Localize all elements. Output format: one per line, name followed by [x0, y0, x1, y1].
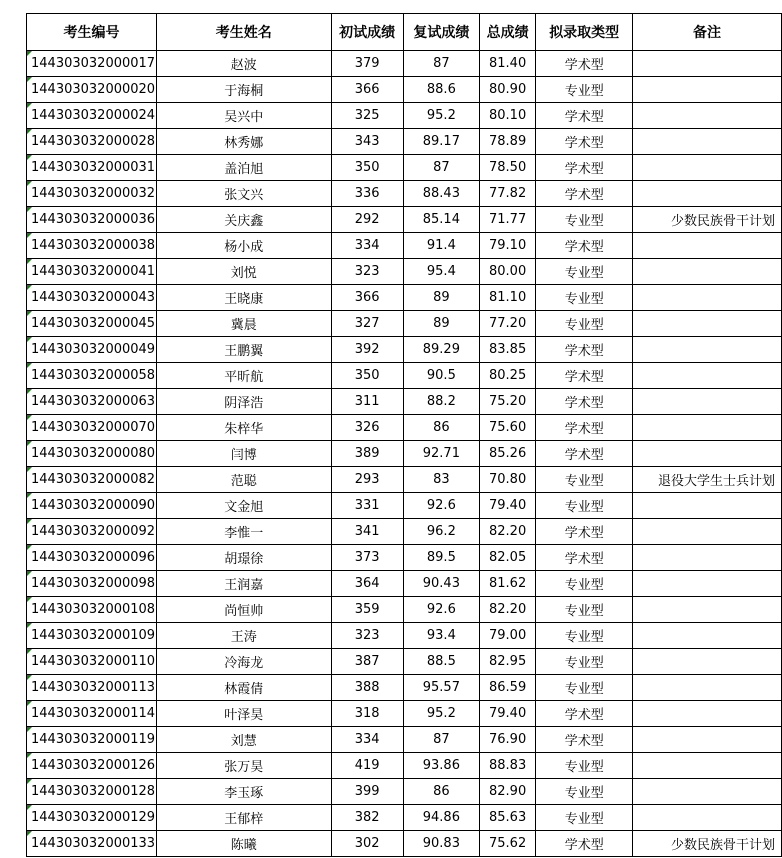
admission-type-cell: 学术型 [536, 363, 633, 389]
admission-type-cell: 专业型 [536, 285, 633, 311]
initial-score-cell: 366 [331, 285, 403, 311]
retest-score-cell: 89.5 [403, 545, 479, 571]
remarks-cell [633, 805, 782, 831]
candidate-name-cell: 叶泽昊 [156, 701, 331, 727]
admission-type-cell: 专业型 [536, 649, 633, 675]
header-retest-score: 复试成绩 [403, 14, 479, 51]
header-total-score: 总成绩 [479, 14, 535, 51]
total-score-cell: 78.89 [479, 129, 535, 155]
remarks-cell: 退役大学生士兵计划 [633, 467, 782, 493]
candidate-name-cell: 尚恒帅 [156, 597, 331, 623]
table-row [27, 337, 782, 363]
initial-score-cell: 379 [331, 51, 403, 77]
total-score-cell: 76.90 [479, 727, 535, 753]
table-row [27, 233, 782, 259]
remarks-cell [633, 337, 782, 363]
retest-score-cell: 88.2 [403, 389, 479, 415]
candidate-id-cell: 144303032000045 [27, 311, 157, 337]
candidate-id-cell: 144303032000109 [27, 623, 157, 649]
candidate-id-cell: 144303032000028 [27, 129, 157, 155]
admission-type-cell: 学术型 [536, 519, 633, 545]
admission-type-cell: 专业型 [536, 805, 633, 831]
table-row [27, 415, 782, 441]
remarks-cell: 少数民族骨干计划 [633, 207, 782, 233]
admission-type-cell: 专业型 [536, 753, 633, 779]
total-score-cell: 82.20 [479, 597, 535, 623]
remarks-cell [633, 181, 782, 207]
remarks-cell [633, 727, 782, 753]
table-row [27, 259, 782, 285]
retest-score-cell: 92.71 [403, 441, 479, 467]
retest-score-cell: 88.5 [403, 649, 479, 675]
candidate-name-cell: 关庆鑫 [156, 207, 331, 233]
remarks-cell [633, 389, 782, 415]
retest-score-cell: 90.5 [403, 363, 479, 389]
retest-score-cell: 89.17 [403, 129, 479, 155]
total-score-cell: 81.62 [479, 571, 535, 597]
total-score-cell: 75.60 [479, 415, 535, 441]
initial-score-cell: 326 [331, 415, 403, 441]
admission-type-cell: 学术型 [536, 155, 633, 181]
candidate-id-cell: 144303032000031 [27, 155, 157, 181]
remarks-cell [633, 51, 782, 77]
candidate-name-cell: 赵波 [156, 51, 331, 77]
initial-score-cell: 318 [331, 701, 403, 727]
total-score-cell: 80.00 [479, 259, 535, 285]
total-score-cell: 80.10 [479, 103, 535, 129]
candidate-name-cell: 冷海龙 [156, 649, 331, 675]
total-score-cell: 85.26 [479, 441, 535, 467]
header-candidate-name: 考生姓名 [156, 14, 331, 51]
total-score-cell: 79.40 [479, 493, 535, 519]
admission-type-cell: 学术型 [536, 727, 633, 753]
candidate-id-cell: 144303032000041 [27, 259, 157, 285]
initial-score-cell: 399 [331, 779, 403, 805]
initial-score-cell: 364 [331, 571, 403, 597]
initial-score-cell: 359 [331, 597, 403, 623]
table-row [27, 181, 782, 207]
candidate-id-cell: 144303032000126 [27, 753, 157, 779]
total-score-cell: 82.95 [479, 649, 535, 675]
initial-score-cell: 293 [331, 467, 403, 493]
candidate-id-cell: 144303032000096 [27, 545, 157, 571]
admission-type-cell: 学术型 [536, 701, 633, 727]
candidate-id-cell: 144303032000017 [27, 51, 157, 77]
total-score-cell: 79.40 [479, 701, 535, 727]
admission-type-cell: 专业型 [536, 207, 633, 233]
candidate-name-cell: 王涛 [156, 623, 331, 649]
admission-type-cell: 专业型 [536, 623, 633, 649]
total-score-cell: 70.80 [479, 467, 535, 493]
admission-type-cell: 专业型 [536, 675, 633, 701]
retest-score-cell: 83 [403, 467, 479, 493]
initial-score-cell: 292 [331, 207, 403, 233]
total-score-cell: 85.63 [479, 805, 535, 831]
admission-type-cell: 专业型 [536, 597, 633, 623]
remarks-cell [633, 545, 782, 571]
candidate-name-cell: 于海桐 [156, 77, 331, 103]
candidate-id-cell: 144303032000108 [27, 597, 157, 623]
candidate-name-cell: 胡璟徐 [156, 545, 331, 571]
admission-type-cell: 学术型 [536, 831, 633, 857]
remarks-cell [633, 103, 782, 129]
total-score-cell: 75.62 [479, 831, 535, 857]
table-row [27, 363, 782, 389]
table-row [27, 441, 782, 467]
admission-type-cell: 学术型 [536, 415, 633, 441]
retest-score-cell: 87 [403, 155, 479, 181]
initial-score-cell: 336 [331, 181, 403, 207]
retest-score-cell: 95.4 [403, 259, 479, 285]
initial-score-cell: 373 [331, 545, 403, 571]
retest-score-cell: 86 [403, 415, 479, 441]
remarks-cell [633, 129, 782, 155]
total-score-cell: 79.10 [479, 233, 535, 259]
initial-score-cell: 323 [331, 259, 403, 285]
initial-score-cell: 341 [331, 519, 403, 545]
admission-table [26, 13, 782, 857]
retest-score-cell: 94.86 [403, 805, 479, 831]
retest-score-cell: 89 [403, 285, 479, 311]
table-row [27, 701, 782, 727]
remarks-cell [633, 571, 782, 597]
total-score-cell: 80.25 [479, 363, 535, 389]
header-remarks: 备注 [633, 14, 782, 51]
retest-score-cell: 86 [403, 779, 479, 805]
retest-score-cell: 88.43 [403, 181, 479, 207]
candidate-name-cell: 王晓康 [156, 285, 331, 311]
candidate-id-cell: 144303032000092 [27, 519, 157, 545]
candidate-name-cell: 阴泽浩 [156, 389, 331, 415]
remarks-cell [633, 259, 782, 285]
candidate-id-cell: 144303032000032 [27, 181, 157, 207]
candidate-id-cell: 144303032000020 [27, 77, 157, 103]
table-row [27, 493, 782, 519]
remarks-cell [633, 649, 782, 675]
candidate-name-cell: 林霞倩 [156, 675, 331, 701]
admission-type-cell: 学术型 [536, 337, 633, 363]
retest-score-cell: 93.86 [403, 753, 479, 779]
initial-score-cell: 350 [331, 363, 403, 389]
initial-score-cell: 392 [331, 337, 403, 363]
total-score-cell: 75.20 [479, 389, 535, 415]
total-score-cell: 71.77 [479, 207, 535, 233]
initial-score-cell: 382 [331, 805, 403, 831]
header-row [27, 14, 782, 51]
candidate-name-cell: 杨小成 [156, 233, 331, 259]
candidate-id-cell: 144303032000129 [27, 805, 157, 831]
table-row [27, 831, 782, 857]
candidate-name-cell: 文金旭 [156, 493, 331, 519]
candidate-name-cell: 闫博 [156, 441, 331, 467]
remarks-cell [633, 779, 782, 805]
table-row [27, 571, 782, 597]
admission-type-cell: 专业型 [536, 311, 633, 337]
total-score-cell: 78.50 [479, 155, 535, 181]
candidate-name-cell: 李惟一 [156, 519, 331, 545]
remarks-cell [633, 675, 782, 701]
candidate-name-cell: 朱梓华 [156, 415, 331, 441]
admission-type-cell: 学术型 [536, 103, 633, 129]
admission-type-cell: 专业型 [536, 259, 633, 285]
initial-score-cell: 311 [331, 389, 403, 415]
admission-type-cell: 学术型 [536, 51, 633, 77]
admission-type-cell: 专业型 [536, 493, 633, 519]
header-candidate-id: 考生编号 [27, 14, 157, 51]
candidate-name-cell: 王郁梓 [156, 805, 331, 831]
remarks-cell [633, 155, 782, 181]
initial-score-cell: 419 [331, 753, 403, 779]
remarks-cell [633, 233, 782, 259]
admission-type-cell: 学术型 [536, 545, 633, 571]
retest-score-cell: 95.2 [403, 103, 479, 129]
remarks-cell [633, 597, 782, 623]
retest-score-cell: 93.4 [403, 623, 479, 649]
candidate-name-cell: 范聪 [156, 467, 331, 493]
admission-type-cell: 专业型 [536, 467, 633, 493]
admission-type-cell: 学术型 [536, 181, 633, 207]
table-row [27, 467, 782, 493]
candidate-name-cell: 林秀娜 [156, 129, 331, 155]
candidate-id-cell: 144303032000036 [27, 207, 157, 233]
remarks-cell [633, 493, 782, 519]
initial-score-cell: 334 [331, 233, 403, 259]
retest-score-cell: 92.6 [403, 493, 479, 519]
candidate-name-cell: 张万昊 [156, 753, 331, 779]
remarks-cell [633, 77, 782, 103]
retest-score-cell: 90.83 [403, 831, 479, 857]
candidate-name-cell: 陈曦 [156, 831, 331, 857]
remarks-cell [633, 441, 782, 467]
total-score-cell: 79.00 [479, 623, 535, 649]
header-initial-score: 初试成绩 [331, 14, 403, 51]
retest-score-cell: 95.2 [403, 701, 479, 727]
initial-score-cell: 387 [331, 649, 403, 675]
total-score-cell: 77.20 [479, 311, 535, 337]
retest-score-cell: 92.6 [403, 597, 479, 623]
table-row [27, 311, 782, 337]
candidate-id-cell: 144303032000049 [27, 337, 157, 363]
remarks-cell: 少数民族骨干计划 [633, 831, 782, 857]
retest-score-cell: 89 [403, 311, 479, 337]
candidate-id-cell: 144303032000070 [27, 415, 157, 441]
total-score-cell: 82.20 [479, 519, 535, 545]
initial-score-cell: 388 [331, 675, 403, 701]
table-row [27, 207, 782, 233]
remarks-cell [633, 311, 782, 337]
table-row [27, 103, 782, 129]
candidate-id-cell: 144303032000038 [27, 233, 157, 259]
remarks-cell [633, 363, 782, 389]
remarks-cell [633, 701, 782, 727]
candidate-id-cell: 144303032000113 [27, 675, 157, 701]
initial-score-cell: 334 [331, 727, 403, 753]
admission-type-cell: 学术型 [536, 389, 633, 415]
candidate-id-cell: 144303032000058 [27, 363, 157, 389]
table-row [27, 129, 782, 155]
retest-score-cell: 87 [403, 727, 479, 753]
table-row [27, 597, 782, 623]
retest-score-cell: 96.2 [403, 519, 479, 545]
candidate-name-cell: 王鹏翼 [156, 337, 331, 363]
candidate-id-cell: 144303032000098 [27, 571, 157, 597]
initial-score-cell: 302 [331, 831, 403, 857]
admission-type-cell: 专业型 [536, 571, 633, 597]
total-score-cell: 82.05 [479, 545, 535, 571]
candidate-id-cell: 144303032000090 [27, 493, 157, 519]
retest-score-cell: 87 [403, 51, 479, 77]
candidate-id-cell: 144303032000133 [27, 831, 157, 857]
candidate-id-cell: 144303032000063 [27, 389, 157, 415]
initial-score-cell: 325 [331, 103, 403, 129]
table-row [27, 545, 782, 571]
total-score-cell: 86.59 [479, 675, 535, 701]
candidate-name-cell: 吴兴中 [156, 103, 331, 129]
initial-score-cell: 350 [331, 155, 403, 181]
candidate-id-cell: 144303032000082 [27, 467, 157, 493]
candidate-id-cell: 144303032000080 [27, 441, 157, 467]
candidate-name-cell: 张文兴 [156, 181, 331, 207]
candidate-id-cell: 144303032000128 [27, 779, 157, 805]
retest-score-cell: 91.4 [403, 233, 479, 259]
candidate-name-cell: 刘慧 [156, 727, 331, 753]
total-score-cell: 81.40 [479, 51, 535, 77]
initial-score-cell: 331 [331, 493, 403, 519]
candidate-name-cell: 刘悦 [156, 259, 331, 285]
retest-score-cell: 95.57 [403, 675, 479, 701]
remarks-cell [633, 415, 782, 441]
table-row [27, 155, 782, 181]
retest-score-cell: 89.29 [403, 337, 479, 363]
initial-score-cell: 323 [331, 623, 403, 649]
table-row [27, 519, 782, 545]
candidate-id-cell: 144303032000119 [27, 727, 157, 753]
remarks-cell [633, 285, 782, 311]
total-score-cell: 77.82 [479, 181, 535, 207]
candidate-name-cell: 李玉琢 [156, 779, 331, 805]
table-body [27, 51, 782, 857]
table-row [27, 727, 782, 753]
candidate-id-cell: 144303032000110 [27, 649, 157, 675]
candidate-id-cell: 144303032000114 [27, 701, 157, 727]
total-score-cell: 80.90 [479, 77, 535, 103]
admission-type-cell: 专业型 [536, 779, 633, 805]
initial-score-cell: 343 [331, 129, 403, 155]
table-row [27, 51, 782, 77]
total-score-cell: 88.83 [479, 753, 535, 779]
table-row [27, 623, 782, 649]
remarks-cell [633, 753, 782, 779]
table-row [27, 805, 782, 831]
admission-type-cell: 学术型 [536, 441, 633, 467]
initial-score-cell: 327 [331, 311, 403, 337]
initial-score-cell: 389 [331, 441, 403, 467]
remarks-cell [633, 519, 782, 545]
candidate-name-cell: 盖泊旭 [156, 155, 331, 181]
candidate-id-cell: 144303032000024 [27, 103, 157, 129]
table-row [27, 675, 782, 701]
initial-score-cell: 366 [331, 77, 403, 103]
table-row [27, 389, 782, 415]
candidate-name-cell: 王润嘉 [156, 571, 331, 597]
admission-type-cell: 学术型 [536, 129, 633, 155]
admission-type-cell: 专业型 [536, 77, 633, 103]
retest-score-cell: 88.6 [403, 77, 479, 103]
candidate-id-cell: 144303032000043 [27, 285, 157, 311]
table-row [27, 649, 782, 675]
retest-score-cell: 90.43 [403, 571, 479, 597]
retest-score-cell: 85.14 [403, 207, 479, 233]
remarks-cell [633, 623, 782, 649]
table-row [27, 779, 782, 805]
candidate-name-cell: 平昕航 [156, 363, 331, 389]
header-admission-type: 拟录取类型 [536, 14, 633, 51]
admission-type-cell: 学术型 [536, 233, 633, 259]
table-row [27, 753, 782, 779]
candidate-name-cell: 冀晨 [156, 311, 331, 337]
total-score-cell: 81.10 [479, 285, 535, 311]
total-score-cell: 83.85 [479, 337, 535, 363]
table-row [27, 77, 782, 103]
table-row [27, 285, 782, 311]
total-score-cell: 82.90 [479, 779, 535, 805]
